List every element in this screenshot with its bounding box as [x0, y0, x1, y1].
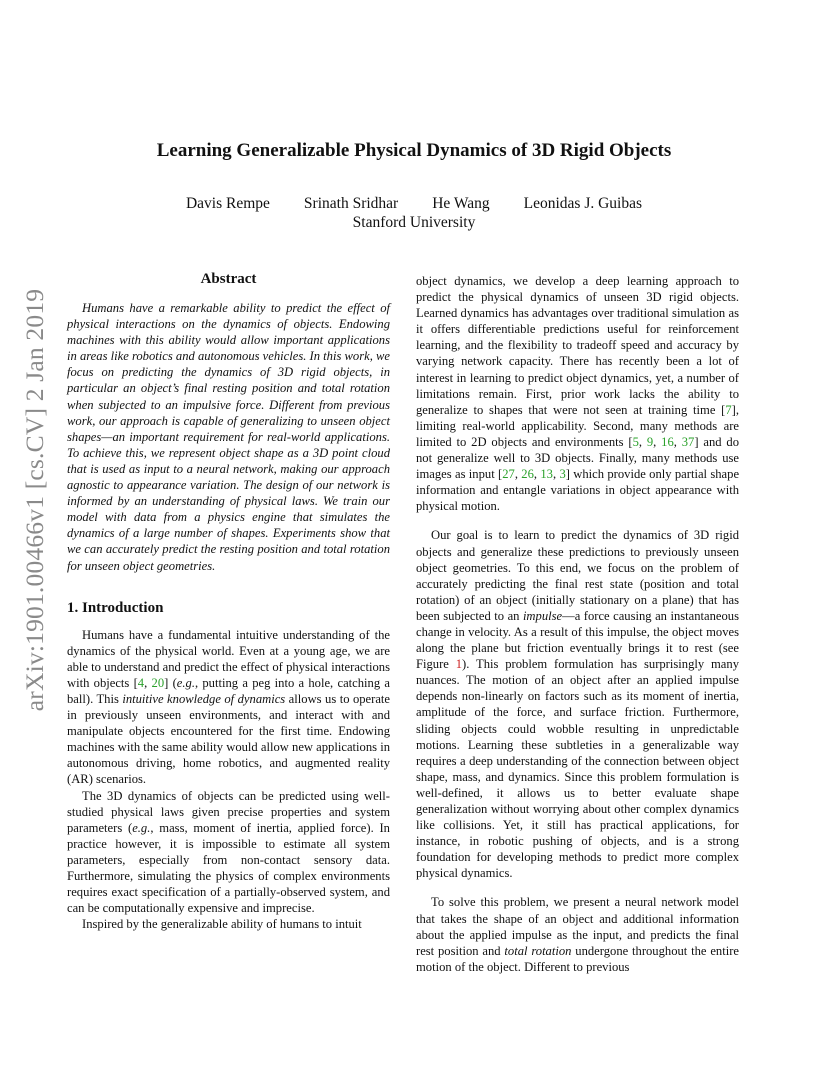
section-heading-introduction: 1. Introduction — [67, 599, 164, 616]
abstract-text: Humans have a remarkable ability to predict the effect of physical interactions on the dynamics of objects. Endowing machines with this ability would allow important applications in areas like robotics and autonomous vehicles. In this work, we focus on predicting the dynamics of 3D rigid objects, in particular an object’s final resting position and total rotation when subjected to an impulsive force. Different from previous work, our approach is capable of generalizing to unseen object shapes—an important requirement for real-world applications. To achieve this, we represent object shape as a 3D point cloud that is used as input to a neural network, making our approach agnostic to appearance variation. The design of our network is informed by an understanding of physical laws. We train our model with data from a physics engine that simulates the dynamics of a large number of shapes. Experiments show that we can accurately predict the resting position and total rotation for unseen object geometries. — [67, 301, 390, 573]
intro-paragraph-1: Humans have a fundamental intuitive understanding of the dynamics of the physical world. Even at a young age, we are able to understand and predict the effect of physical interactions with objects [4, 20] (e.g., putting a peg into a hole, catching a ball). This intuitive knowledge of dynamics allows us to operate in previously unseen environments, and interact with and manipulate objects encountered for the first time. Endowing machines with the same ability would allow new applications in autonomous driving, home robotics, and augmented reality (AR) scenarios. — [67, 627, 391, 787]
citation-link[interactable]: 13 — [540, 467, 553, 482]
right-paragraph-3: To solve this problem, we present a neural network model that takes the shape of an object and additional information about the applied impulse as the input, and predicts the final rest position and total rotation undergone throughout the entire motion of the object. Different to previous — [416, 895, 739, 974]
citation-link[interactable]: 3 — [559, 467, 566, 482]
affiliation: Stanford University — [352, 214, 476, 231]
left-column — [67, 270, 390, 932]
citation-link[interactable]: 37 — [681, 434, 695, 449]
citation-link[interactable]: 20 — [151, 675, 165, 690]
abstract-heading: Abstract — [200, 271, 257, 287]
right-paragraph-2: Our goal is to learn to predict the dynamics of 3D rigid objects and generalize these predictions to previously unseen object geometries. To this end, we focus on the problem of accurately predicting the final rest state (position and total rotation) of an object (initially stationary on a plane) that has been subjected to an impulse—a force causing an instantaneous change in velocity. As a result of this impulse, the object moves along the plane but friction eventually brings it to rest (see Figure 1). This problem formulation has surprisingly many nuances. The motion of an object after an applied impulse depends non-linearly on factors such as its moment of inertia, amplitude of the force, and surface friction. Furthermore, sliding objects could wobble resulting in unpredictable motions. Learning these subtleties in a generalizable way requires a deep understanding of the connection between object shape, mass, and dynamics. Since this problem formulation is well-defined, it allows us to better evaluate shape generalization without worrying about other complex dynamics like collisions. Yet, it still has practical applications, for instance, in robotic pushing of objects, and is a strong foundation for developing methods to predict more complex physical dynamics. — [416, 528, 739, 881]
right-column — [416, 273, 739, 975]
citation-link[interactable]: 4 — [137, 675, 145, 690]
citation-link[interactable]: 27 — [502, 467, 515, 482]
author-list — [0, 195, 828, 213]
right-paragraph-1: object dynamics, we develop a deep learning approach to predict the physical dynamics of unseen 3D rigid objects. Learned dynamics has advantages over traditional simulation as it offers differentiable predictions useful for reinforcement learning, and the flexibility to tradeoff speed and accuracy by varying network capacity. There has recently been a lot of interest in learning to predict object dynamics, yet, a number of limitations remain. First, prior work lacks the ability to generalize to shapes that were not seen at training time [7], limiting real-world applicability. Second, many methods are limited to 2D objects and environments [5, 9, 16, 37] and do not generalize well to 3D objects. Finally, many methods use images as input [27, 26, 13, 3] which provide only partial shape information and entangle variations in object appearance with physical motion. — [416, 274, 740, 514]
intro-paragraph-2: The 3D dynamics of objects can be predicted using well-studied physical laws given precise properties and system parameters (e.g., mass, moment of inertia, applied force). In practice however, it is impossible to estimate all system parameters, especially from non-contact sensory data. Furthermore, simulating the physics of complex environments requires exact specification of a partially-observed system, and can be computationally expensive and imprecise. — [67, 788, 390, 916]
citation-link[interactable]: 5 — [632, 434, 639, 449]
author: He Wang — [432, 195, 490, 212]
arxiv-identifier: arXiv:1901.00466v1 [cs.CV] 2 Jan 2019 — [20, 288, 49, 712]
author: Leonidas J. Guibas — [523, 195, 643, 212]
author: Srinath Sridhar — [303, 195, 399, 212]
citation-link[interactable]: 26 — [521, 467, 534, 482]
citation-link[interactable]: 9 — [646, 434, 654, 449]
citation-link[interactable]: 7 — [725, 402, 732, 417]
figure-reference-link[interactable]: 1 — [455, 657, 463, 672]
author: Davis Rempe — [185, 195, 270, 212]
arxiv-stamp — [15, 288, 55, 712]
citation-link[interactable]: 16 — [661, 434, 674, 449]
intro-paragraph-3: Inspired by the generalizable ability of humans to intuit — [82, 917, 362, 932]
paper-title: Learning Generalizable Physical Dynamics of 3D Rigid Objects — [156, 140, 672, 161]
